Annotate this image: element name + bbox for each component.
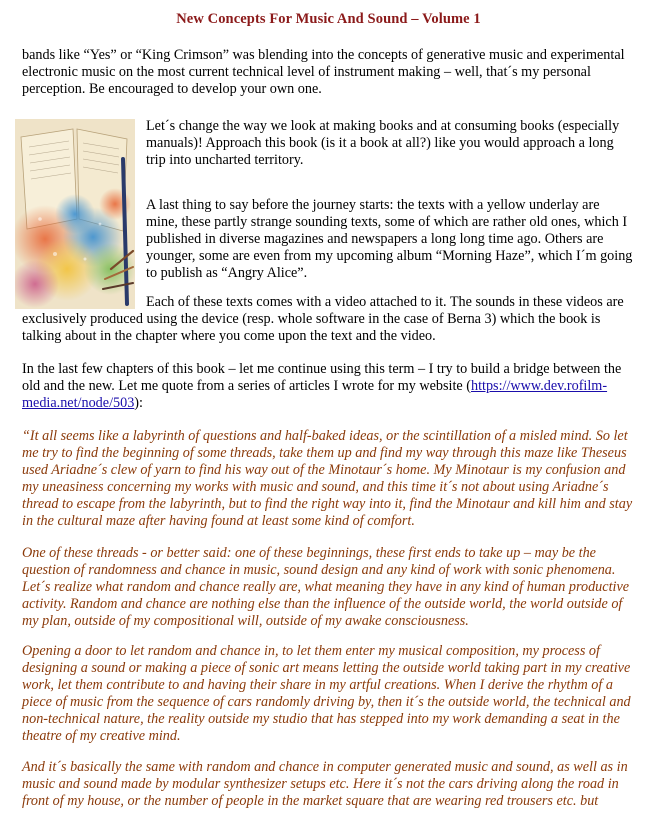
quote-paragraph-4: And it´s basically the same with random and chance in computer generated music and sound, as well as in music and sound made by modular synthesizer setups etc. Here it´s not the cars driving along the road in front of my house, or the number of people in the market square that are wearing red trousers etc. but [22,759,628,809]
intro-paragraph-5-end: ): [134,395,143,411]
quote-paragraph-2: One of these threads - or better said: one of these beginnings, these first ends to take up – may be the question of randomness and chance in music, sound design and any kind of work with sonic phenomena. Let´s realize what random and chance really are, what meaning they have in any kind of human productive activity. Random and chance are nothing else than the influence of the outside world, the world outside of my plan, outside of my compositional will, outside of my awake consciousness. [22,545,630,629]
intro-paragraph-5-text: In the last few chapters of this book – let me continue using this term – I try to build a bridge between the old and the new. Let me quote from a series of articles I wrote for my website ( [22,361,622,394]
quote-paragraph-1: “It all seems like a labyrinth of questions and half-baked ideas, or the scintillation of a misled mind. So let me try to find the beginning of some threads, take them up and find my way through this maze like Theseus used Ariadne´s clew of yarn to find his way out of the Minotaur´s home. My Minotaur is my confusion and my uneasiness concerning my works with music and sound, and this time it´s not about using Ariadne´s thread to escape from the labyrinth, but to find the right way into it, find the Minotaur and kill him and stay in the cultural maze after having found at least some kind of comfort. [22,428,633,529]
website-link[interactable]: https://www.dev.rofilm-media.net/node/503 [22,378,608,411]
intro-paragraph-3: A last thing to say before the journey starts: the texts with a yellow underlay are mine, these partly strange sounding texts, some of which are rather old ones, which I published in diverse magazines and newspapers a long long time ago. Others are younger, some are even from my upcoming album “Morning Haze”, which I´m going to publish as “Angry Alice”. [146,197,633,281]
intro-paragraph-4: Each of these texts comes with a video attached to it. The sounds in these videos are exclusively produced using the device (resp. whole software in the case of Berna 3) which the book is talking about in the chapter where you come upon the text and the video. [22,294,624,344]
watercolor-book-illustration [15,119,135,309]
intro-paragraph-5 [22,361,634,412]
quote-paragraph-3: Opening a door to let random and chance in, to let them enter my musical composition, my process of designing a sound or making a piece of sonic art means letting the outside world taking part in my creative work, let them contribute to and having their share in my artful creations. When I derive the rhythm of a piece of music from the sequence of cars randomly driving by, then it´s the outside world, the technical and non-technical nature, the reality outside my studio that has stepped into my work demanding a seat in the theatre of my creative mind. [22,643,631,744]
page-header-title: New Concepts For Music And Sound – Volume 1 [176,11,481,27]
intro-paragraph-2: Let´s change the way we look at making books and at consuming books (especially manuals)! Approach this book (is it a book at all?) like you would approach a long trip into uncharted territory. [146,118,620,168]
intro-paragraph-1: bands like “Yes” or “King Crimson” was blending into the concepts of generative music and experimental electronic music on the most current technical level of instrument making – well, that´s my personal perception. Be encouraged to develop your own one. [22,47,625,97]
